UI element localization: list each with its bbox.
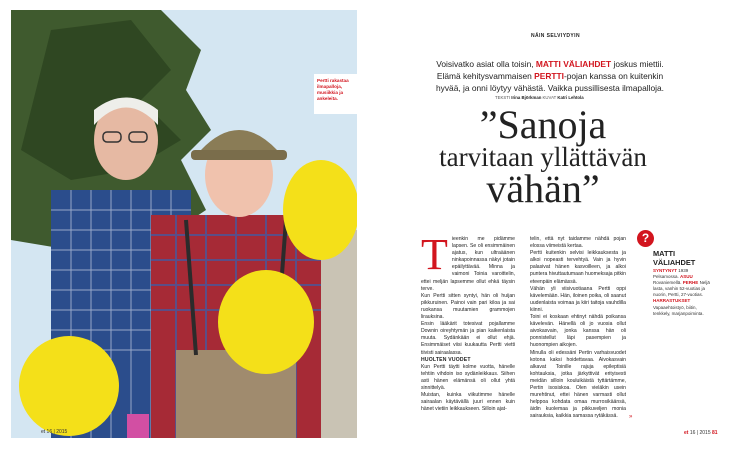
sidebar-facts — [653, 268, 715, 317]
lead-post: -pojan kanssa on kuitenkin hyvää, ja onni löytyy vähästä. Vaikka pussillisesta ilmapalloja. — [436, 71, 664, 93]
paragraph: Minulla oli edessäni Pertin varhaisvuodet kotona kaksi hoidettavaa. Aivokasvain alkavat Toinille rajuja epileptisiä kohtauksia, jotka järkyttivät erityisesti meidän silloin kouluikäistä tyttärtämme, Pertin isosiskoa. Olen vieläkin usein murehtinut, ettei hänen varmasti ollut helppoa kohdata omaa murrosikäänsä, äidin kuolemaa ja pikkuveljen monia sairauksia, kaikkia samassa rytäkässä. — [530, 349, 626, 420]
family-value: Neljä lasta, vanhin 52-vuotias ja nuorin, Pertti, 27-vuotias. — [653, 280, 710, 298]
balloon-bag — [127, 414, 149, 438]
lead-mid: joskus miettii. Elämä kehitysvammaisen — [436, 59, 664, 81]
photo-illustration — [11, 10, 357, 438]
headline-line-1: ”Sanoja — [479, 102, 607, 147]
paragraph: Kun Pertti sitten syntyi, hän oli huijan pikkuruinen. Painoi vain pari kiloa ja sai ruokansa muutamien grammojen lirauksina. — [421, 292, 515, 321]
photo-author: Katri Lehtola — [557, 95, 584, 100]
paragraph: Ensin lääkärit totesivat pojallamme Downin oireyhtymän ja pian kaikenlaista muuta. Sydänkään ei ollut ehjä. Ensimmäiset viisi kuukautta Pertti vietti tiivisti sairaalassa. — [421, 321, 515, 356]
continue-arrow-icon: » — [629, 414, 633, 420]
paragraph: Pertti kuitenkin selvisi leikkauksesta ja alkoi nopeasti tervehtyä. Vain ja hyvin palasivat hänen kasvoilleen, ja alkoi puntera hivuttautumaan huomeksaja pitkin eteenpäin elämässä. — [530, 250, 626, 285]
hobbies-value: Vapaaehtoistyö, biitin, tenkkely, marjanpoiminta. — [653, 304, 704, 316]
paragraph: ieenkin me pidämme lapsen. Se oli ensimmäinen ajatus, kun ultraäänen ninkapoinnassa näkyi jotain epäilyttävää. Minna ja vaimoni Toinia varoittelin, ettei meljän lapsemme ollut ehkä täysin terve. — [421, 236, 515, 292]
body-column-1 — [421, 230, 515, 413]
photo-label: KUVAT — [542, 95, 557, 100]
headline-line-3: vähän” — [486, 166, 600, 211]
family-label: PERHE — [682, 280, 699, 286]
lead-pre: Voisivatko asiat olla toisin, — [436, 59, 536, 69]
photo-caption-text: Pertti rakastaa ilmapalloja, musiikkia ja ankeleita. — [317, 78, 349, 101]
text-author: Irina Björkman — [511, 95, 542, 100]
paragraph: Kun Pertti täytti kolme vuotta, hänelle tehtiin vihdoin iso sydänleikkaus. Siihen asti hänen elämänsä oli ollut yhtä sinnittelyä. — [421, 363, 515, 391]
left-folio: et 16 | 2015 — [41, 429, 68, 435]
balloon-top-right — [283, 160, 357, 260]
photo-caption — [314, 74, 357, 114]
lead-name-2: PERTTI — [534, 71, 564, 81]
cover-photo — [11, 10, 357, 438]
born-label: SYNTYNYT — [653, 268, 678, 273]
balloon-center — [218, 270, 314, 374]
headline-line-2: tarvitaan yllättävän — [439, 142, 647, 172]
question-mark-icon: ? — [637, 230, 654, 247]
paragraph: Toini ei koskaan ehtinyt nähdä poikansa kävelevän. Hänellä oli jo vuosia ollut aivokasvain, jonka kanssa hän oli ponnistellut läpi pasempien ja huonompien aikojen. — [530, 314, 626, 349]
lead-name: MATTI VÄLIAHDET — [535, 59, 612, 69]
magazine-name: et — [684, 430, 689, 436]
lead-paragraph — [430, 58, 670, 94]
sidebar-name-first: MATTI — [653, 249, 676, 258]
text-label: TEKSTI — [495, 95, 511, 100]
paragraph: Muistan, kuinka viikutimme hänelle sairaalan käytävällä juuri ennen kuin hänet vietiin leikkaukseen. Silloin ajat- — [421, 392, 515, 413]
credits — [495, 95, 584, 100]
sidebar-name — [653, 250, 695, 267]
issue-number: 16 | 2015 — [689, 430, 711, 436]
sidebar-name-last: VÄLIAHDET — [653, 257, 696, 267]
body-column-2 — [530, 236, 626, 420]
balloon-bottom-left — [19, 336, 119, 436]
drop-cap: T — [421, 230, 448, 279]
section-label: NÄIN SELVIYDYIN — [531, 33, 580, 39]
right-folio — [684, 430, 718, 436]
home-label: ASUU — [680, 274, 693, 280]
paragraph: Vähän yli viisivuotiaana Pertti oppi kävelemään. Hän, iloinen poika, oli saanut uudenlaista voimaa ja kiiri taitoja vauhdilla kiinni. — [530, 285, 626, 313]
born-value: 1939 Pelsamossa. — [653, 268, 689, 280]
hobbies-label: HARRASTUKSET — [653, 298, 691, 304]
headline — [413, 102, 673, 211]
paragraph: telin, että nyt taidamme nähdä pojan elossa viimeistä kertaa. — [530, 236, 626, 250]
subheading: HUOLTEN VUODET — [421, 356, 471, 363]
home-value: Rovaniemellä. — [653, 280, 682, 286]
page-number: 81 — [712, 430, 718, 436]
